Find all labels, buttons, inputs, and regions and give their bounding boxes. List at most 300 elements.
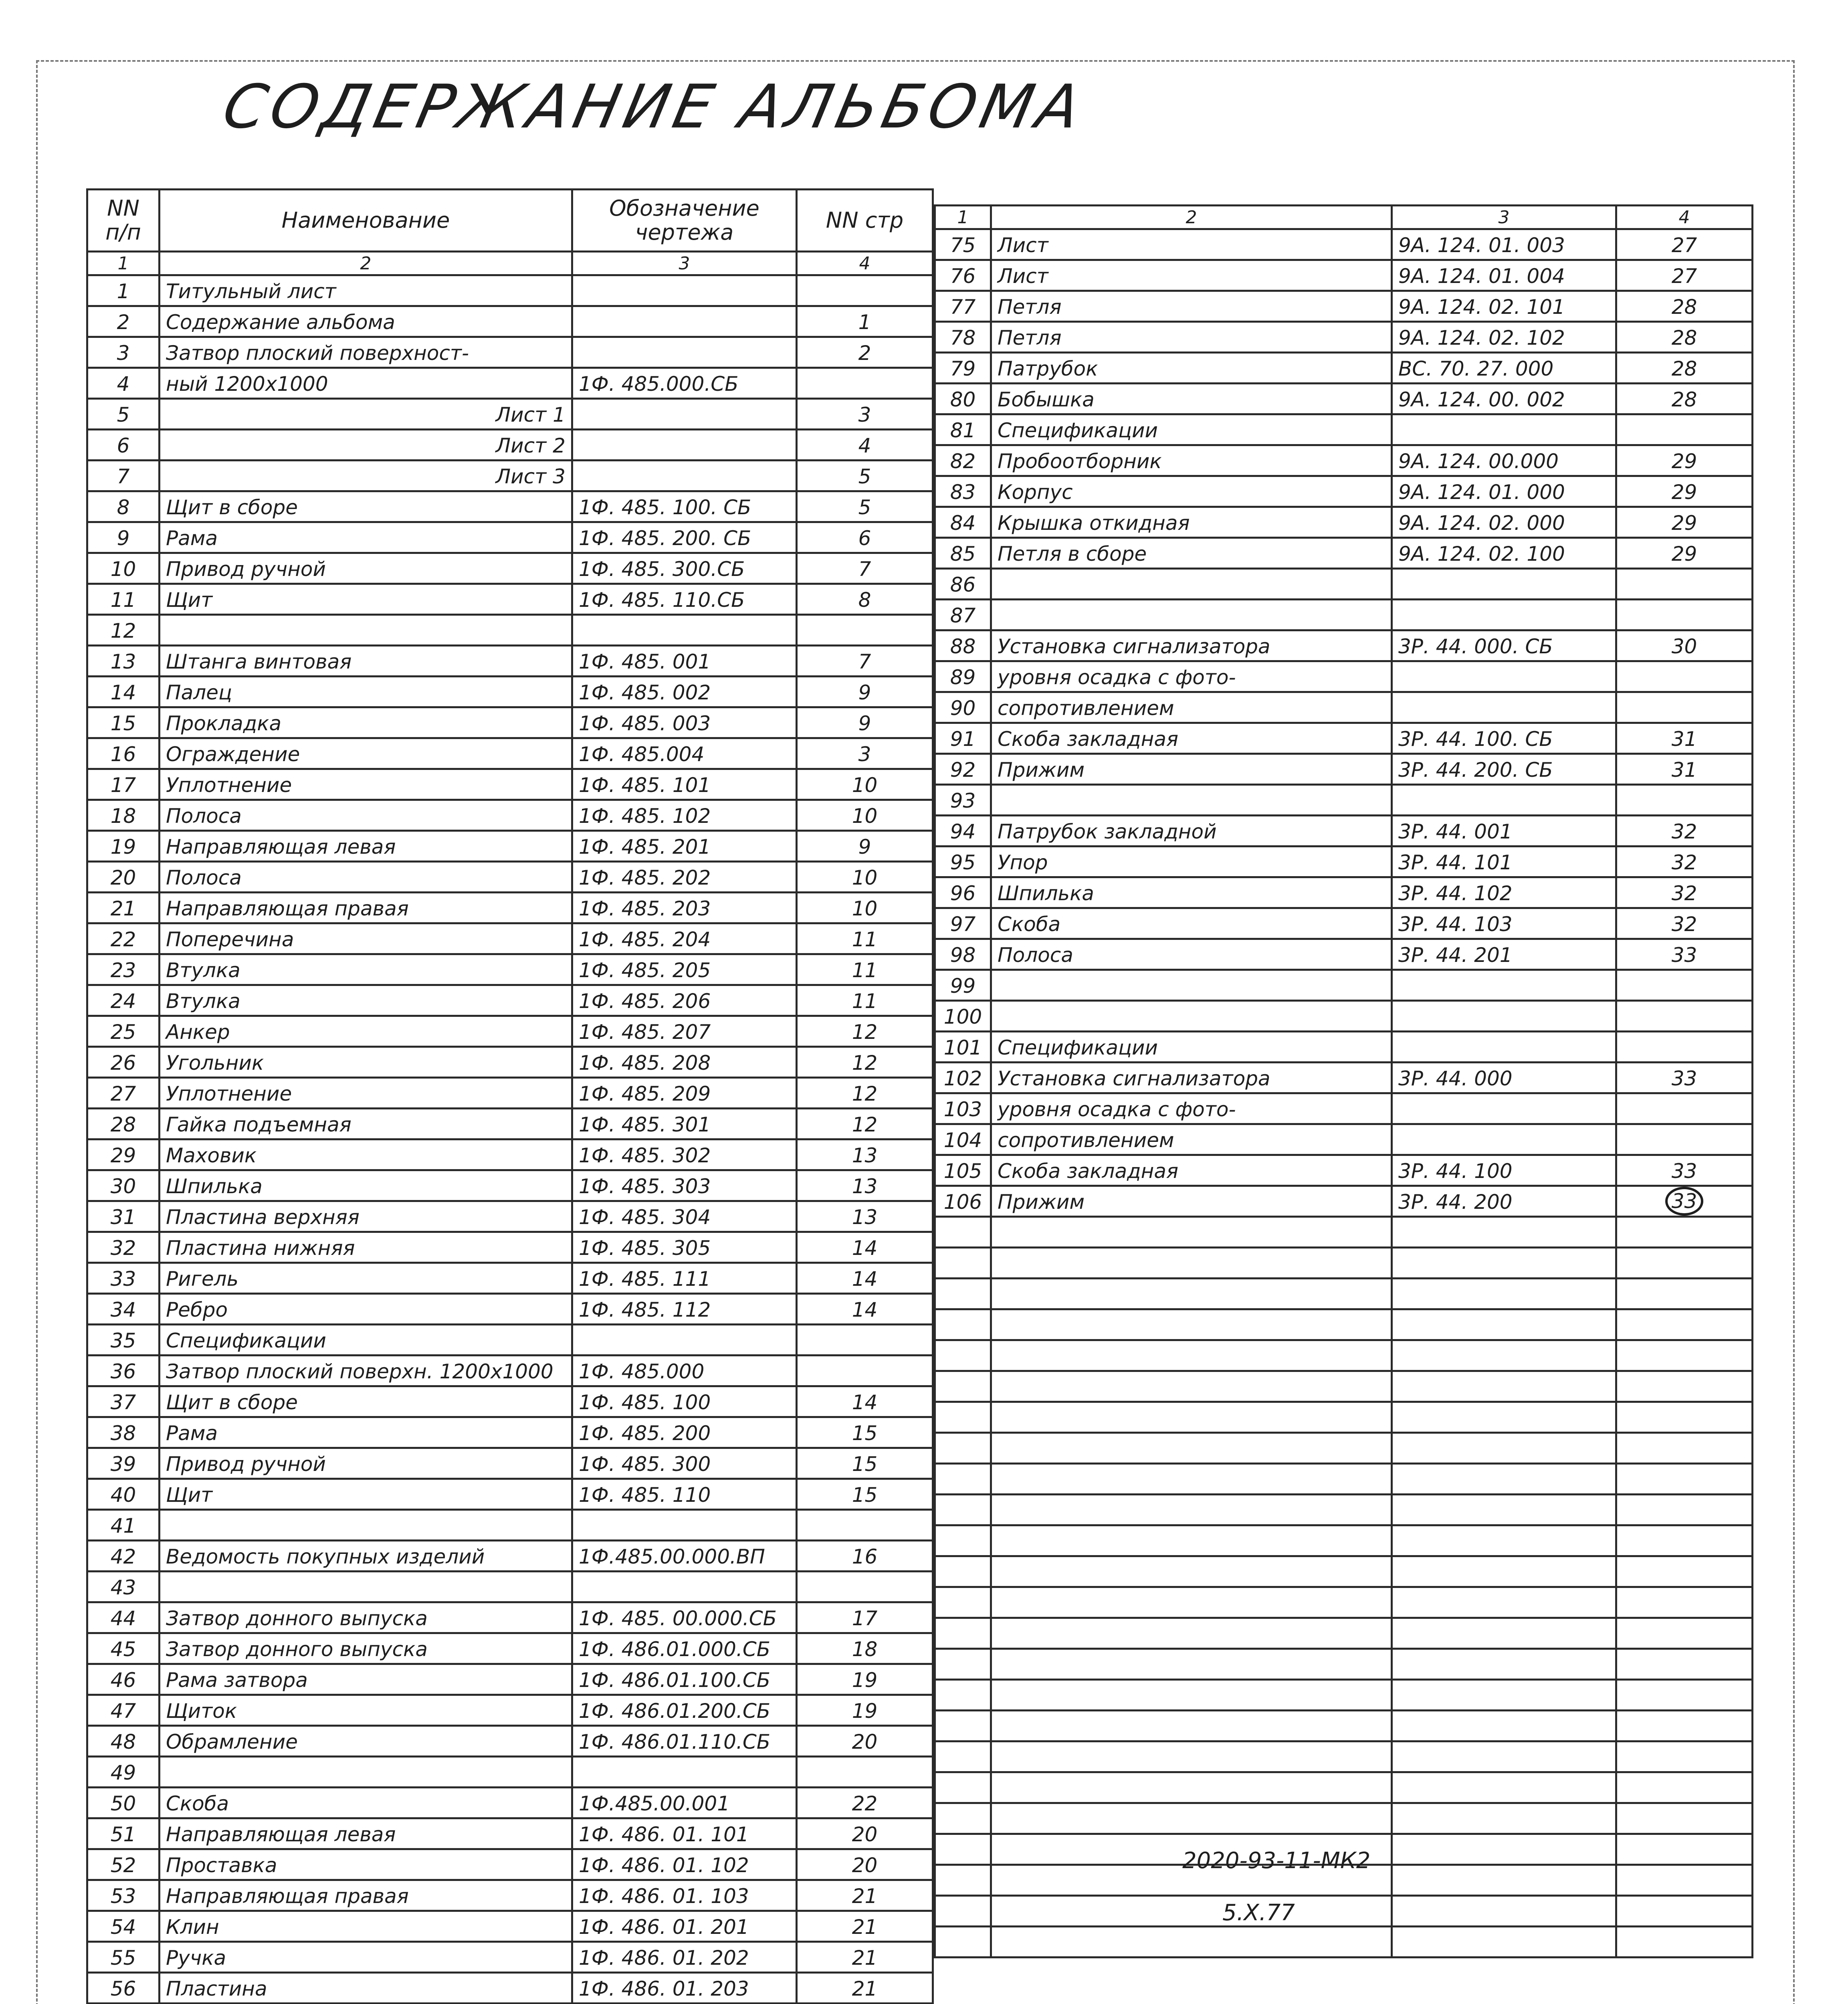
row-designation bbox=[572, 1510, 797, 1541]
left-colnum-cell: 4 bbox=[797, 252, 933, 275]
empty-cell bbox=[991, 1371, 1392, 1402]
empty-cell bbox=[935, 1495, 991, 1525]
row-number: 76 bbox=[935, 260, 991, 291]
row-number: 82 bbox=[935, 445, 991, 476]
row-designation: 1Ф. 485. 100 bbox=[572, 1386, 797, 1417]
row-name: Лист bbox=[991, 260, 1392, 291]
row-name: Спецификации bbox=[991, 1032, 1392, 1063]
table-row bbox=[87, 769, 933, 800]
table-row bbox=[935, 1001, 1753, 1032]
note-line-2: 5.Х.77 bbox=[1222, 1900, 1295, 1926]
empty-cell bbox=[991, 1803, 1392, 1834]
row-page: 12 bbox=[797, 1109, 933, 1139]
row-page: 27 bbox=[1616, 229, 1753, 260]
row-number: 43 bbox=[87, 1572, 160, 1602]
empty-cell bbox=[1616, 1525, 1753, 1556]
table-row bbox=[935, 939, 1753, 970]
row-page bbox=[1616, 1124, 1753, 1155]
row-designation bbox=[1392, 661, 1616, 692]
row-name: Пластина верхняя bbox=[160, 1201, 572, 1232]
empty-cell bbox=[935, 1309, 991, 1340]
empty-row bbox=[935, 1433, 1753, 1464]
table-row bbox=[87, 491, 933, 522]
row-page: 18 bbox=[797, 1633, 933, 1664]
row-name: Привод ручной bbox=[160, 1448, 572, 1479]
table-row bbox=[87, 1633, 933, 1664]
row-page: 9 bbox=[797, 707, 933, 738]
table-row bbox=[935, 785, 1753, 816]
row-designation: 9А. 124. 01. 004 bbox=[1392, 260, 1616, 291]
row-number: 29 bbox=[87, 1139, 160, 1170]
row-number: 75 bbox=[935, 229, 991, 260]
row-designation: 1Ф. 486. 01. 202 bbox=[572, 1942, 797, 1973]
row-page: 28 bbox=[1616, 384, 1753, 414]
empty-cell bbox=[991, 1556, 1392, 1587]
row-name: Скоба bbox=[991, 908, 1392, 939]
empty-cell bbox=[1616, 1711, 1753, 1741]
row-name: Проставка bbox=[160, 1849, 572, 1880]
empty-cell bbox=[1616, 1587, 1753, 1618]
row-page: 21 bbox=[797, 1942, 933, 1973]
row-number: 45 bbox=[87, 1633, 160, 1664]
empty-cell bbox=[991, 1217, 1392, 1248]
row-page: 12 bbox=[797, 1016, 933, 1047]
table-row bbox=[87, 522, 933, 553]
row-name bbox=[160, 1510, 572, 1541]
row-designation: 9А. 124. 02. 100 bbox=[1392, 538, 1616, 569]
empty-cell bbox=[1392, 1433, 1616, 1464]
row-page: 10 bbox=[797, 862, 933, 893]
row-designation: 1Ф. 485. 202 bbox=[572, 862, 797, 893]
row-page: 20 bbox=[797, 1726, 933, 1757]
row-name: Пробоотборник bbox=[991, 445, 1392, 476]
row-number: 105 bbox=[935, 1155, 991, 1186]
row-designation: 1Ф. 485. 206 bbox=[572, 985, 797, 1016]
left-colnum-cell: 3 bbox=[572, 252, 797, 275]
row-number: 39 bbox=[87, 1448, 160, 1479]
row-designation bbox=[1392, 414, 1616, 445]
row-name: Ригель bbox=[160, 1263, 572, 1294]
row-name: Уплотнение bbox=[160, 1078, 572, 1109]
row-number: 13 bbox=[87, 646, 160, 677]
table-row bbox=[87, 1078, 933, 1109]
empty-cell bbox=[991, 1649, 1392, 1680]
table-row bbox=[87, 1602, 933, 1633]
row-name: Лист 3 bbox=[160, 461, 572, 491]
row-page: 27 bbox=[1616, 260, 1753, 291]
row-number: 3 bbox=[87, 337, 160, 368]
empty-cell bbox=[1392, 1896, 1616, 1927]
empty-cell bbox=[991, 1525, 1392, 1556]
row-number: 6 bbox=[87, 430, 160, 461]
row-designation: 1Ф. 486.01.200.СБ bbox=[572, 1695, 797, 1726]
row-designation: 1Ф. 485. 110 bbox=[572, 1479, 797, 1510]
row-number: 53 bbox=[87, 1880, 160, 1911]
empty-cell bbox=[991, 1618, 1392, 1649]
empty-row bbox=[935, 1248, 1753, 1279]
row-name bbox=[991, 1001, 1392, 1032]
empty-cell bbox=[1616, 1680, 1753, 1711]
row-page bbox=[1616, 569, 1753, 600]
row-page bbox=[797, 1572, 933, 1602]
empty-cell bbox=[935, 1433, 991, 1464]
table-row bbox=[935, 630, 1753, 661]
row-name bbox=[160, 1572, 572, 1602]
row-designation: 1Ф. 485. 204 bbox=[572, 923, 797, 954]
empty-row bbox=[935, 1772, 1753, 1803]
row-page: 32 bbox=[1616, 908, 1753, 939]
empty-cell bbox=[1392, 1865, 1616, 1896]
row-designation: 3Р. 44. 100. СБ bbox=[1392, 723, 1616, 754]
row-designation: 1Ф. 486.01.100.СБ bbox=[572, 1664, 797, 1695]
table-row bbox=[87, 1757, 933, 1788]
empty-cell bbox=[1616, 1309, 1753, 1340]
left-contents-table bbox=[86, 188, 934, 2004]
row-designation: 1Ф. 486. 01. 203 bbox=[572, 1973, 797, 2004]
row-number: 101 bbox=[935, 1032, 991, 1063]
table-row bbox=[87, 1325, 933, 1356]
row-number: 2 bbox=[87, 306, 160, 337]
row-name: Лист bbox=[991, 229, 1392, 260]
table-row bbox=[87, 800, 933, 831]
row-page: 29 bbox=[1616, 507, 1753, 538]
empty-row bbox=[935, 1279, 1753, 1309]
row-name: Петля в сборе bbox=[991, 538, 1392, 569]
empty-cell bbox=[1392, 1495, 1616, 1525]
empty-cell bbox=[991, 1927, 1392, 1958]
empty-cell bbox=[935, 1711, 991, 1741]
table-row bbox=[935, 229, 1753, 260]
row-number: 10 bbox=[87, 553, 160, 584]
row-number: 41 bbox=[87, 1510, 160, 1541]
empty-cell bbox=[991, 1680, 1392, 1711]
left-colnum-row bbox=[87, 252, 933, 275]
empty-row bbox=[935, 1402, 1753, 1433]
row-number: 97 bbox=[935, 908, 991, 939]
row-page: 32 bbox=[1616, 816, 1753, 846]
table-row bbox=[87, 430, 933, 461]
row-name: Штанга винтовая bbox=[160, 646, 572, 677]
row-page: 14 bbox=[797, 1294, 933, 1325]
row-name: Титульный лист bbox=[160, 275, 572, 306]
table-row bbox=[87, 399, 933, 430]
row-number: 19 bbox=[87, 831, 160, 862]
empty-cell bbox=[1616, 1772, 1753, 1803]
row-number: 49 bbox=[87, 1757, 160, 1788]
row-page: 4 bbox=[797, 430, 933, 461]
empty-cell bbox=[935, 1525, 991, 1556]
row-name: Ребро bbox=[160, 1294, 572, 1325]
table-row bbox=[935, 538, 1753, 569]
row-designation: 1Ф. 485. 003 bbox=[572, 707, 797, 738]
row-name: Затвор донного выпуска bbox=[160, 1633, 572, 1664]
row-designation bbox=[572, 1572, 797, 1602]
table-row bbox=[87, 707, 933, 738]
empty-cell bbox=[1616, 1402, 1753, 1433]
empty-cell bbox=[935, 1741, 991, 1772]
empty-cell bbox=[935, 1371, 991, 1402]
row-designation: 1Ф. 485. 00.000.СБ bbox=[572, 1602, 797, 1633]
empty-cell bbox=[1392, 1834, 1616, 1865]
row-name: Спецификации bbox=[160, 1325, 572, 1356]
row-number: 78 bbox=[935, 322, 991, 353]
empty-row bbox=[935, 1587, 1753, 1618]
row-page: 12 bbox=[797, 1047, 933, 1078]
row-name: Петля bbox=[991, 322, 1392, 353]
row-name: Гайка подъемная bbox=[160, 1109, 572, 1139]
row-number: 33 bbox=[87, 1263, 160, 1294]
table-row bbox=[87, 1232, 933, 1263]
row-number: 54 bbox=[87, 1911, 160, 1942]
row-number: 56 bbox=[87, 1973, 160, 2004]
empty-row bbox=[935, 1495, 1753, 1525]
row-name bbox=[160, 615, 572, 646]
row-page bbox=[797, 615, 933, 646]
row-page: 31 bbox=[1616, 754, 1753, 785]
row-page: 28 bbox=[1616, 322, 1753, 353]
row-name: Установка сигнализатора bbox=[991, 1063, 1392, 1093]
row-name: Прижим bbox=[991, 1186, 1392, 1217]
empty-cell bbox=[935, 1464, 991, 1495]
row-name: Полоса bbox=[160, 800, 572, 831]
empty-cell bbox=[1616, 1741, 1753, 1772]
row-number: 95 bbox=[935, 846, 991, 877]
empty-cell bbox=[935, 1834, 991, 1865]
table-row bbox=[87, 553, 933, 584]
table-row bbox=[935, 661, 1753, 692]
row-name bbox=[160, 1757, 572, 1788]
row-designation: 3Р. 44. 102 bbox=[1392, 877, 1616, 908]
right-contents-table bbox=[934, 204, 1753, 1958]
row-page: 32 bbox=[1616, 846, 1753, 877]
row-name: Установка сигнализатора bbox=[991, 630, 1392, 661]
row-page: 29 bbox=[1616, 538, 1753, 569]
table-row bbox=[87, 862, 933, 893]
empty-cell bbox=[1392, 1340, 1616, 1371]
row-designation: ВС. 70. 27. 000 bbox=[1392, 353, 1616, 384]
empty-row bbox=[935, 1741, 1753, 1772]
row-designation: 1Ф.485.00.001 bbox=[572, 1788, 797, 1818]
empty-cell bbox=[935, 1680, 991, 1711]
table-row bbox=[935, 1124, 1753, 1155]
row-number: 42 bbox=[87, 1541, 160, 1572]
table-row bbox=[87, 1911, 933, 1942]
empty-cell bbox=[991, 1587, 1392, 1618]
row-designation: 1Ф. 485. 112 bbox=[572, 1294, 797, 1325]
table-row bbox=[87, 954, 933, 985]
row-designation: 1Ф. 485.000 bbox=[572, 1356, 797, 1386]
row-designation: 1Ф. 485. 203 bbox=[572, 893, 797, 923]
row-page: 13 bbox=[797, 1170, 933, 1201]
row-designation bbox=[572, 430, 797, 461]
row-page: 19 bbox=[797, 1695, 933, 1726]
row-number: 47 bbox=[87, 1695, 160, 1726]
row-page: 17 bbox=[797, 1602, 933, 1633]
empty-row bbox=[935, 1711, 1753, 1741]
row-number: 21 bbox=[87, 893, 160, 923]
table-row bbox=[935, 353, 1753, 384]
table-row bbox=[935, 1155, 1753, 1186]
empty-row bbox=[935, 1649, 1753, 1680]
row-designation bbox=[1392, 600, 1616, 630]
row-page: 30 bbox=[1616, 630, 1753, 661]
table-row bbox=[87, 1942, 933, 1973]
row-page bbox=[797, 1325, 933, 1356]
note-line-1: 2020-93-11-МК2 bbox=[1182, 1848, 1371, 1874]
row-page: 21 bbox=[797, 1880, 933, 1911]
row-name: Лист 1 bbox=[160, 399, 572, 430]
row-designation bbox=[572, 461, 797, 491]
row-name: Прижим bbox=[991, 754, 1392, 785]
row-number: 83 bbox=[935, 476, 991, 507]
row-page: 7 bbox=[797, 646, 933, 677]
row-number: 88 bbox=[935, 630, 991, 661]
right-colnum-row bbox=[935, 206, 1753, 229]
row-name: Затвор донного выпуска bbox=[160, 1602, 572, 1633]
row-page: 14 bbox=[797, 1386, 933, 1417]
table-row bbox=[935, 846, 1753, 877]
empty-cell bbox=[1392, 1371, 1616, 1402]
table-row bbox=[935, 908, 1753, 939]
table-row bbox=[87, 1109, 933, 1139]
table-row bbox=[87, 1294, 933, 1325]
row-designation: 3Р. 44. 201 bbox=[1392, 939, 1616, 970]
row-designation bbox=[572, 1757, 797, 1788]
row-designation: 1Ф. 485. 209 bbox=[572, 1078, 797, 1109]
row-designation: 1Ф. 485. 102 bbox=[572, 800, 797, 831]
row-page: 15 bbox=[797, 1417, 933, 1448]
row-page: 1 bbox=[797, 306, 933, 337]
row-designation: 1Ф. 485. 201 bbox=[572, 831, 797, 862]
row-page: 28 bbox=[1616, 353, 1753, 384]
row-designation: 9А. 124. 01. 000 bbox=[1392, 476, 1616, 507]
table-row bbox=[935, 1186, 1753, 1217]
row-name: Угольник bbox=[160, 1047, 572, 1078]
row-designation bbox=[572, 306, 797, 337]
empty-cell bbox=[935, 1865, 991, 1896]
table-row bbox=[87, 1788, 933, 1818]
table-row bbox=[935, 507, 1753, 538]
table-row bbox=[87, 337, 933, 368]
row-name: Щиток bbox=[160, 1695, 572, 1726]
row-page bbox=[797, 275, 933, 306]
row-number: 15 bbox=[87, 707, 160, 738]
table-row bbox=[87, 1263, 933, 1294]
row-number: 94 bbox=[935, 816, 991, 846]
empty-cell bbox=[1392, 1587, 1616, 1618]
empty-cell bbox=[1392, 1649, 1616, 1680]
row-page: 20 bbox=[797, 1818, 933, 1849]
row-number: 20 bbox=[87, 862, 160, 893]
row-number: 99 bbox=[935, 970, 991, 1001]
table-row bbox=[87, 275, 933, 306]
row-page bbox=[1616, 1093, 1753, 1124]
row-designation: 1Ф. 485. 110.СБ bbox=[572, 584, 797, 615]
row-page: 5 bbox=[797, 491, 933, 522]
row-name: сопротивлением bbox=[991, 1124, 1392, 1155]
row-designation: 3Р. 44. 000 bbox=[1392, 1063, 1616, 1093]
row-name bbox=[991, 970, 1392, 1001]
row-name: Втулка bbox=[160, 954, 572, 985]
row-name: Направляющая правая bbox=[160, 1880, 572, 1911]
row-page: 14 bbox=[797, 1232, 933, 1263]
table-row bbox=[935, 260, 1753, 291]
table-row bbox=[87, 646, 933, 677]
row-page: 29 bbox=[1616, 445, 1753, 476]
row-number: 18 bbox=[87, 800, 160, 831]
empty-row bbox=[935, 1680, 1753, 1711]
empty-row bbox=[935, 1309, 1753, 1340]
empty-row bbox=[935, 1340, 1753, 1371]
row-number: 87 bbox=[935, 600, 991, 630]
row-number: 96 bbox=[935, 877, 991, 908]
table-row bbox=[935, 384, 1753, 414]
left-header-row bbox=[87, 190, 933, 252]
empty-cell bbox=[1616, 1649, 1753, 1680]
row-name: Скоба закладная bbox=[991, 723, 1392, 754]
empty-cell bbox=[1616, 1896, 1753, 1927]
row-designation bbox=[1392, 785, 1616, 816]
row-page: 11 bbox=[797, 985, 933, 1016]
row-page bbox=[797, 1757, 933, 1788]
empty-cell bbox=[1392, 1464, 1616, 1495]
empty-cell bbox=[1392, 1680, 1616, 1711]
row-name bbox=[991, 600, 1392, 630]
row-designation: 9А. 124. 01. 003 bbox=[1392, 229, 1616, 260]
row-number: 34 bbox=[87, 1294, 160, 1325]
table-row bbox=[87, 1541, 933, 1572]
empty-cell bbox=[991, 1741, 1392, 1772]
row-page: 20 bbox=[797, 1849, 933, 1880]
empty-cell bbox=[935, 1248, 991, 1279]
empty-row bbox=[935, 1556, 1753, 1587]
row-designation: 1Ф. 486. 01. 201 bbox=[572, 1911, 797, 1942]
row-designation: 1Ф. 486.01.110.СБ bbox=[572, 1726, 797, 1757]
right-colnum-cell: 1 bbox=[935, 206, 991, 229]
table-row bbox=[87, 893, 933, 923]
row-designation: 3Р. 44. 101 bbox=[1392, 846, 1616, 877]
row-designation: 1Ф. 485. 302 bbox=[572, 1139, 797, 1170]
left-colnum-cell: 1 bbox=[87, 252, 160, 275]
empty-cell bbox=[991, 1772, 1392, 1803]
row-page: 3 bbox=[797, 738, 933, 769]
row-number: 81 bbox=[935, 414, 991, 445]
row-page: 14 bbox=[797, 1263, 933, 1294]
row-number: 86 bbox=[935, 569, 991, 600]
empty-cell bbox=[935, 1772, 991, 1803]
row-name: Направляющая левая bbox=[160, 831, 572, 862]
row-name: Скоба bbox=[160, 1788, 572, 1818]
table-row bbox=[87, 1417, 933, 1448]
row-page bbox=[797, 1356, 933, 1386]
row-name: Направляющая правая bbox=[160, 893, 572, 923]
table-row bbox=[87, 923, 933, 954]
empty-cell bbox=[991, 1495, 1392, 1525]
table-row bbox=[935, 877, 1753, 908]
empty-cell bbox=[1616, 1217, 1753, 1248]
row-page: 22 bbox=[797, 1788, 933, 1818]
row-designation: 1Ф. 485. 304 bbox=[572, 1201, 797, 1232]
table-row bbox=[935, 754, 1753, 785]
row-name: Петля bbox=[991, 291, 1392, 322]
empty-cell bbox=[935, 1556, 991, 1587]
empty-row bbox=[935, 1217, 1753, 1248]
row-name: Пластина нижняя bbox=[160, 1232, 572, 1263]
table-row bbox=[87, 1016, 933, 1047]
row-name: Полоса bbox=[160, 862, 572, 893]
empty-cell bbox=[935, 1587, 991, 1618]
row-page: 5 bbox=[797, 461, 933, 491]
